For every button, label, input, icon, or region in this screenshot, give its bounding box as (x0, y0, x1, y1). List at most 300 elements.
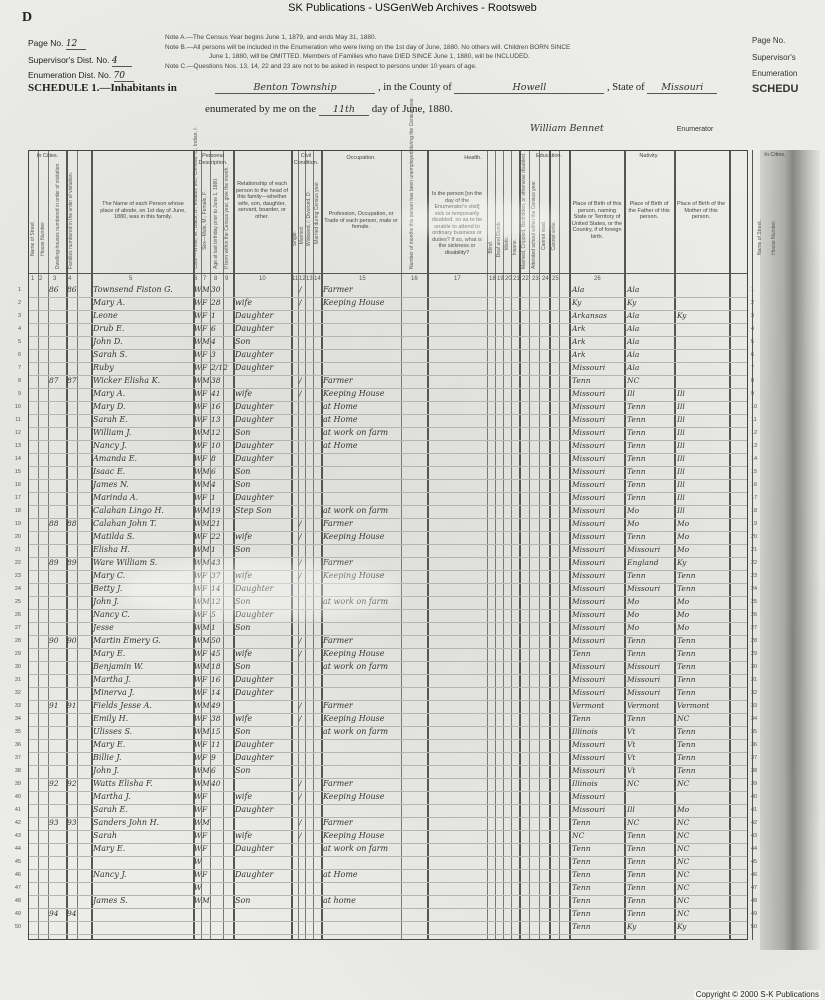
age-value: 12 (211, 428, 221, 437)
column-number: 4 (68, 276, 72, 282)
person-name: Calahan Lingo H. (93, 506, 164, 515)
line-number-right: 24 (751, 586, 758, 592)
relationship: Daughter (235, 610, 274, 619)
hdr-cannot-read: Cannot read. (541, 221, 547, 250)
line-number: 1 (17, 287, 21, 293)
father-birthplace: Tenn (627, 883, 646, 892)
father-birthplace: Tenn (627, 649, 646, 658)
column-number: 12 (299, 276, 306, 282)
line-number: 7 (17, 365, 21, 371)
occupation: Keeping House (323, 571, 385, 580)
age-value: 45 (211, 649, 221, 658)
age-value: 38 (211, 376, 221, 385)
sex-code: F (202, 753, 208, 762)
age-value: 37 (211, 571, 221, 580)
hdr-widowed: Widowed, /; Divorced, D. (306, 191, 312, 247)
person-name: Amanda E. (93, 454, 138, 463)
table-row (14, 479, 758, 493)
birthplace: Tenn (572, 909, 591, 918)
dwelling-number: 87 (49, 376, 59, 385)
table-row (14, 401, 758, 415)
page-number-value: 12 (66, 39, 86, 50)
color-code: W (194, 766, 202, 775)
mother-birthplace: Tenn (677, 662, 696, 671)
married-mark: / (299, 714, 302, 723)
line-number-right: 48 (751, 898, 758, 904)
mother-birthplace: NC (677, 896, 690, 905)
mother-birthplace: Ill (677, 402, 685, 411)
birthplace: Missouri (572, 753, 606, 762)
column-number: 10 (259, 276, 266, 282)
line-number: 32 (14, 690, 21, 696)
color-code: W (194, 662, 202, 671)
table-row (14, 466, 758, 480)
person-name: Billie J. (93, 753, 122, 762)
sex-code: F (202, 675, 208, 684)
married-mark: / (299, 571, 302, 580)
line-number-right: 33 (751, 703, 758, 709)
relationship: Daughter (235, 740, 274, 749)
column-number: 3 (53, 276, 57, 282)
line-number-right: 22 (751, 560, 758, 566)
line-number: 18 (14, 508, 21, 514)
hdr-education: Education. (536, 153, 562, 159)
sheet-letter: D (22, 10, 33, 25)
married-mark: / (299, 636, 302, 645)
sex-code: F (202, 350, 208, 359)
person-name: Martha J. (93, 675, 131, 684)
relationship: wife (235, 389, 253, 398)
mother-birthplace: NC (677, 831, 690, 840)
person-name: Leone (93, 311, 118, 320)
relationship: Daughter (235, 844, 274, 853)
father-birthplace: Mo (627, 597, 640, 606)
mother-birthplace: Ill (677, 493, 685, 502)
color-code: W (194, 831, 202, 840)
sex-code: F (202, 805, 208, 814)
mother-birthplace: Tenn (677, 675, 696, 684)
sex-code: M (202, 337, 210, 346)
sex-code: F (202, 688, 208, 697)
person-name: Matilda S. (93, 532, 135, 541)
column-number: 17 (454, 276, 461, 282)
line-number: 37 (14, 755, 21, 761)
line-number: 11 (15, 417, 21, 423)
father-birthplace: Missouri (627, 675, 661, 684)
line-number: 31 (14, 677, 21, 683)
column-number: 9 (225, 276, 229, 282)
enumeration-district-value: 70 (114, 71, 134, 82)
mother-birthplace: Tenn (677, 740, 696, 749)
mother-birthplace: NC (677, 714, 690, 723)
occupation: at Home (323, 402, 358, 411)
line-number: 14 (14, 456, 21, 462)
table-row (14, 440, 758, 454)
birthplace: Arkansas (572, 311, 608, 320)
line-number-right: 10 (751, 404, 758, 410)
right-fragment-schedule: SCHEDU (752, 83, 799, 95)
relationship: Step Son (235, 506, 272, 515)
sex-code: M (202, 766, 210, 775)
age-value: 12 (211, 597, 221, 606)
mother-birthplace: Tenn (677, 571, 696, 580)
age-value: 30 (211, 285, 221, 294)
relationship: Daughter (235, 688, 274, 697)
occupation: Keeping House (323, 532, 385, 541)
line-number: 34 (14, 716, 21, 722)
line-number: 41 (14, 807, 21, 813)
mother-birthplace: Ill (677, 506, 685, 515)
line-number-right: 41 (751, 807, 758, 813)
birthplace: Missouri (572, 428, 606, 437)
birthplace: Ark (572, 350, 586, 359)
table-row (17, 323, 755, 337)
hdr-in-cities: In Cities. (36, 153, 59, 159)
family-number: 92 (67, 779, 77, 788)
person-name: Watts Elisha F. (93, 779, 153, 788)
color-code: W (194, 558, 202, 567)
table-row (14, 817, 758, 831)
relationship: Daughter (235, 584, 274, 593)
person-name: Calahan John T. (93, 519, 157, 528)
hdr-name: The Name of each Person whose place of abode, on 1st day of June, 1880, was in this family. (100, 201, 186, 220)
father-birthplace: NC (627, 818, 640, 827)
line-number-right: 19 (751, 521, 758, 527)
sex-code: M (202, 597, 210, 606)
table-row (17, 310, 755, 324)
hdr-deaf: Deaf and Dumb. (496, 221, 502, 258)
color-code: W (194, 298, 202, 307)
birthplace: Ky (572, 298, 582, 307)
sex-code: F (202, 610, 208, 619)
occupation: at work on farm (323, 597, 389, 606)
line-number-right: 17 (751, 495, 758, 501)
sex-code: M (202, 636, 210, 645)
relationship: wife (235, 792, 253, 801)
line-number-right: 31 (751, 677, 758, 683)
father-birthplace: Tenn (627, 714, 646, 723)
color-code: W (194, 753, 202, 762)
person-name: Ruby (93, 363, 114, 372)
color-code: W (194, 415, 202, 424)
father-birthplace: Tenn (627, 493, 646, 502)
color-code: W (194, 792, 202, 801)
sex-code: M (202, 701, 210, 710)
occupation: Keeping House (323, 714, 385, 723)
township-field: Benton Township (215, 82, 375, 94)
relationship: Daughter (235, 870, 274, 879)
age-value: 18 (211, 662, 221, 671)
age-value: 4 (211, 480, 216, 489)
dwelling-number: 91 (49, 701, 59, 710)
birthplace: Missouri (572, 506, 606, 515)
birthplace: Tenn (572, 870, 591, 879)
sex-code: M (202, 467, 210, 476)
column-number: 23 (532, 276, 539, 282)
line-number: 23 (14, 573, 21, 579)
mother-birthplace: Ill (677, 389, 685, 398)
color-code: W (194, 883, 202, 892)
birthplace: Missouri (572, 740, 606, 749)
person-name: Drub E. (93, 324, 125, 333)
sex-code: M (202, 818, 210, 827)
relationship: Son (235, 467, 251, 476)
mother-birthplace: Tenn (677, 636, 696, 645)
father-birthplace: Tenn (627, 467, 646, 476)
column-number: 13 (306, 276, 313, 282)
married-mark: / (299, 558, 302, 567)
line-number-right: 14 (751, 456, 758, 462)
birthplace: Missouri (572, 545, 606, 554)
married-mark: / (299, 298, 302, 307)
line-number-right: 12 (751, 430, 758, 436)
color-code: W (194, 311, 202, 320)
hdr-health: Health. (464, 155, 482, 161)
birthplace: Tenn (572, 857, 591, 866)
line-number-right: 39 (751, 781, 758, 787)
line-number-right: 13 (751, 443, 758, 449)
line-number: 17 (14, 495, 21, 501)
table-row (14, 778, 758, 792)
column-number: 8 (214, 276, 218, 282)
age-value: 1 (211, 493, 216, 502)
color-code: W (194, 818, 202, 827)
sex-code: F (202, 389, 208, 398)
age-value: 49 (211, 701, 221, 710)
person-name: Nancy J. (93, 870, 127, 879)
person-name: Isaac E. (93, 467, 126, 476)
father-birthplace: Tenn (627, 480, 646, 489)
family-number: 93 (67, 818, 77, 827)
line-number-right: 11 (751, 417, 757, 423)
sex-code: M (202, 558, 210, 567)
line-number-right: 50 (751, 924, 758, 930)
line-number: 9 (17, 391, 21, 397)
mother-birthplace: Mo (677, 597, 690, 606)
table-row (14, 648, 758, 662)
line-number: 29 (14, 651, 21, 657)
birthplace: Ark (572, 337, 586, 346)
age-value: 10 (211, 441, 221, 450)
father-birthplace: England (627, 558, 659, 567)
color-code: W (194, 454, 202, 463)
birthplace: Illinois (572, 727, 598, 736)
sex-code: M (202, 376, 210, 385)
father-birthplace: Mo (627, 623, 640, 632)
person-name: Nancy C. (93, 610, 130, 619)
color-code: W (194, 896, 202, 905)
table-row (14, 700, 758, 714)
line-number-right: 2 (751, 300, 755, 306)
birthplace: Ark (572, 324, 586, 333)
hdr-color: Color—White, W.; Black, B.; Mulatto, Mu.; Chinese, C.; Indian, I. (193, 127, 199, 269)
father-birthplace: Missouri (627, 584, 661, 593)
line-number-right: 40 (751, 794, 758, 800)
occupation: Keeping House (323, 389, 385, 398)
sex-code: M (202, 662, 210, 671)
sex-code: F (202, 532, 208, 541)
birthplace: Missouri (572, 493, 606, 502)
sex-code: M (202, 727, 210, 736)
table-row (14, 609, 758, 623)
father-birthplace: Ky (627, 298, 637, 307)
mother-birthplace: Mo (677, 805, 690, 814)
line-number-right: 35 (751, 729, 758, 735)
family-number: 88 (67, 519, 77, 528)
father-birthplace: Ala (627, 285, 640, 294)
line-number: 21 (14, 547, 21, 553)
father-birthplace: NC (627, 779, 640, 788)
relationship: Son (235, 662, 251, 671)
family-number: 91 (67, 701, 77, 710)
person-name: William J. (93, 428, 132, 437)
mother-birthplace: Mo (677, 623, 690, 632)
father-birthplace: Vt (627, 740, 636, 749)
hdr-insane: Insane. (512, 239, 518, 256)
color-code: W (194, 363, 202, 372)
father-birthplace: Vermont (627, 701, 660, 710)
mother-birthplace: Ill (677, 415, 685, 424)
birthplace: Missouri (572, 519, 606, 528)
mother-birthplace: Tenn (677, 753, 696, 762)
line-number-right: 34 (751, 716, 758, 722)
hdr-dwelling-order: Dwelling-houses numbered in order of visitation. (55, 162, 61, 269)
occupation: Farmer (323, 818, 353, 827)
sex-code: M (202, 506, 210, 515)
person-name: Emily H. (93, 714, 129, 723)
father-birthplace: Ill (627, 389, 635, 398)
color-code: W (194, 727, 202, 736)
relationship: wife (235, 571, 253, 580)
dwelling-number: 92 (49, 779, 59, 788)
color-code: W (194, 285, 202, 294)
line-number-right: 26 (751, 612, 758, 618)
father-birthplace: Tenn (627, 870, 646, 879)
relationship: Daughter (235, 350, 274, 359)
occupation: Farmer (323, 558, 353, 567)
right-hdr-in-cities: In Cities. (764, 152, 786, 158)
age-value: 16 (211, 402, 221, 411)
age-value: 41 (211, 389, 221, 398)
line-number-right: 8 (751, 378, 755, 384)
table-row (17, 349, 755, 363)
relationship: Daughter (235, 675, 274, 684)
relationship: Daughter (235, 324, 274, 333)
birthplace: Missouri (572, 623, 606, 632)
relationship: wife (235, 532, 253, 541)
father-birthplace: Ala (627, 350, 640, 359)
person-name: Mary A. (93, 298, 126, 307)
relationship: Daughter (235, 363, 274, 372)
column-number: 19 (497, 276, 504, 282)
mother-birthplace: Mo (677, 519, 690, 528)
mother-birthplace: Mo (677, 545, 690, 554)
person-name: John D. (93, 337, 123, 346)
column-number: 22 (522, 276, 529, 282)
table-row (14, 856, 758, 870)
birthplace: Vermont (572, 701, 605, 710)
color-code: W (194, 545, 202, 554)
line-number: 42 (14, 820, 21, 826)
table-row (14, 453, 758, 467)
age-value: 50 (211, 636, 221, 645)
father-birthplace: Mo (627, 519, 640, 528)
line-number: 46 (14, 872, 21, 878)
relationship: Son (235, 766, 251, 775)
table-row (15, 414, 757, 428)
father-birthplace: Tenn (627, 415, 646, 424)
line-number-right: 9 (751, 391, 755, 397)
father-birthplace: Tenn (627, 454, 646, 463)
table-row (14, 791, 758, 805)
occupation: at work on farm (323, 428, 389, 437)
age-value: 28 (211, 298, 221, 307)
right-fragment-supervisor: Supervisor's (752, 53, 796, 62)
schedule-title: SCHEDULE 1.—Inhabitants in (28, 82, 177, 94)
sex-code: F (202, 870, 208, 879)
person-name: Wicker Elisha K. (93, 376, 161, 385)
father-birthplace: Tenn (627, 844, 646, 853)
color-code: W (194, 649, 202, 658)
birthplace: Tenn (572, 883, 591, 892)
father-birthplace: Missouri (627, 545, 661, 554)
person-name: John J. (93, 766, 119, 775)
mother-birthplace: Ky (677, 311, 687, 320)
table-row (14, 713, 758, 727)
color-code: W (194, 597, 202, 606)
color-code: W (194, 428, 202, 437)
father-birthplace: Vt (627, 766, 636, 775)
hdr-month-born: If born within the Census year, give the month. (224, 166, 230, 269)
hdr-nativity-detail: Place of Birth of this person, naming State or Territory of United States, or the Country, if of foreign birth. (571, 201, 623, 240)
person-name: Mary A. (93, 389, 126, 398)
table-row (14, 544, 758, 558)
archive-banner: SK Publications - USGenWeb Archives - Rootsweb (288, 2, 537, 14)
line-number-right: 37 (751, 755, 758, 761)
mother-birthplace: NC (677, 909, 690, 918)
table-row (14, 622, 758, 636)
hdr-mother-birth: Place of Birth of the Mother of this person. (677, 201, 725, 220)
relationship: Daughter (235, 441, 274, 450)
age-value: 3 (211, 350, 216, 359)
sex-code: F (202, 441, 208, 450)
table-row (17, 284, 755, 298)
table-row (14, 674, 758, 688)
sex-code: F (202, 714, 208, 723)
person-name: Mary C. (93, 571, 126, 580)
color-code: W (194, 480, 202, 489)
color-code: W (194, 623, 202, 632)
color-code: W (194, 701, 202, 710)
sex-code: F (202, 844, 208, 853)
table-row (14, 869, 758, 883)
hdr-school: Attended school within the Census year. (531, 180, 537, 269)
sex-code: M (202, 519, 210, 528)
age-value: 13 (211, 415, 221, 424)
mother-birthplace: Tenn (677, 688, 696, 697)
line-number: 19 (14, 521, 21, 527)
supervisor-district-value: 4 (112, 56, 132, 67)
line-number: 47 (14, 885, 21, 891)
mother-birthplace: Tenn (677, 766, 696, 775)
hdr-father-birth: Place of Birth of the Father of this person. (628, 201, 670, 220)
father-birthplace: Tenn (627, 532, 646, 541)
person-name: Martha J. (93, 792, 131, 801)
line-number: 35 (14, 729, 21, 735)
age-value: 15 (211, 727, 221, 736)
table-row (17, 388, 755, 402)
person-name: Sanders John H. (93, 818, 160, 827)
